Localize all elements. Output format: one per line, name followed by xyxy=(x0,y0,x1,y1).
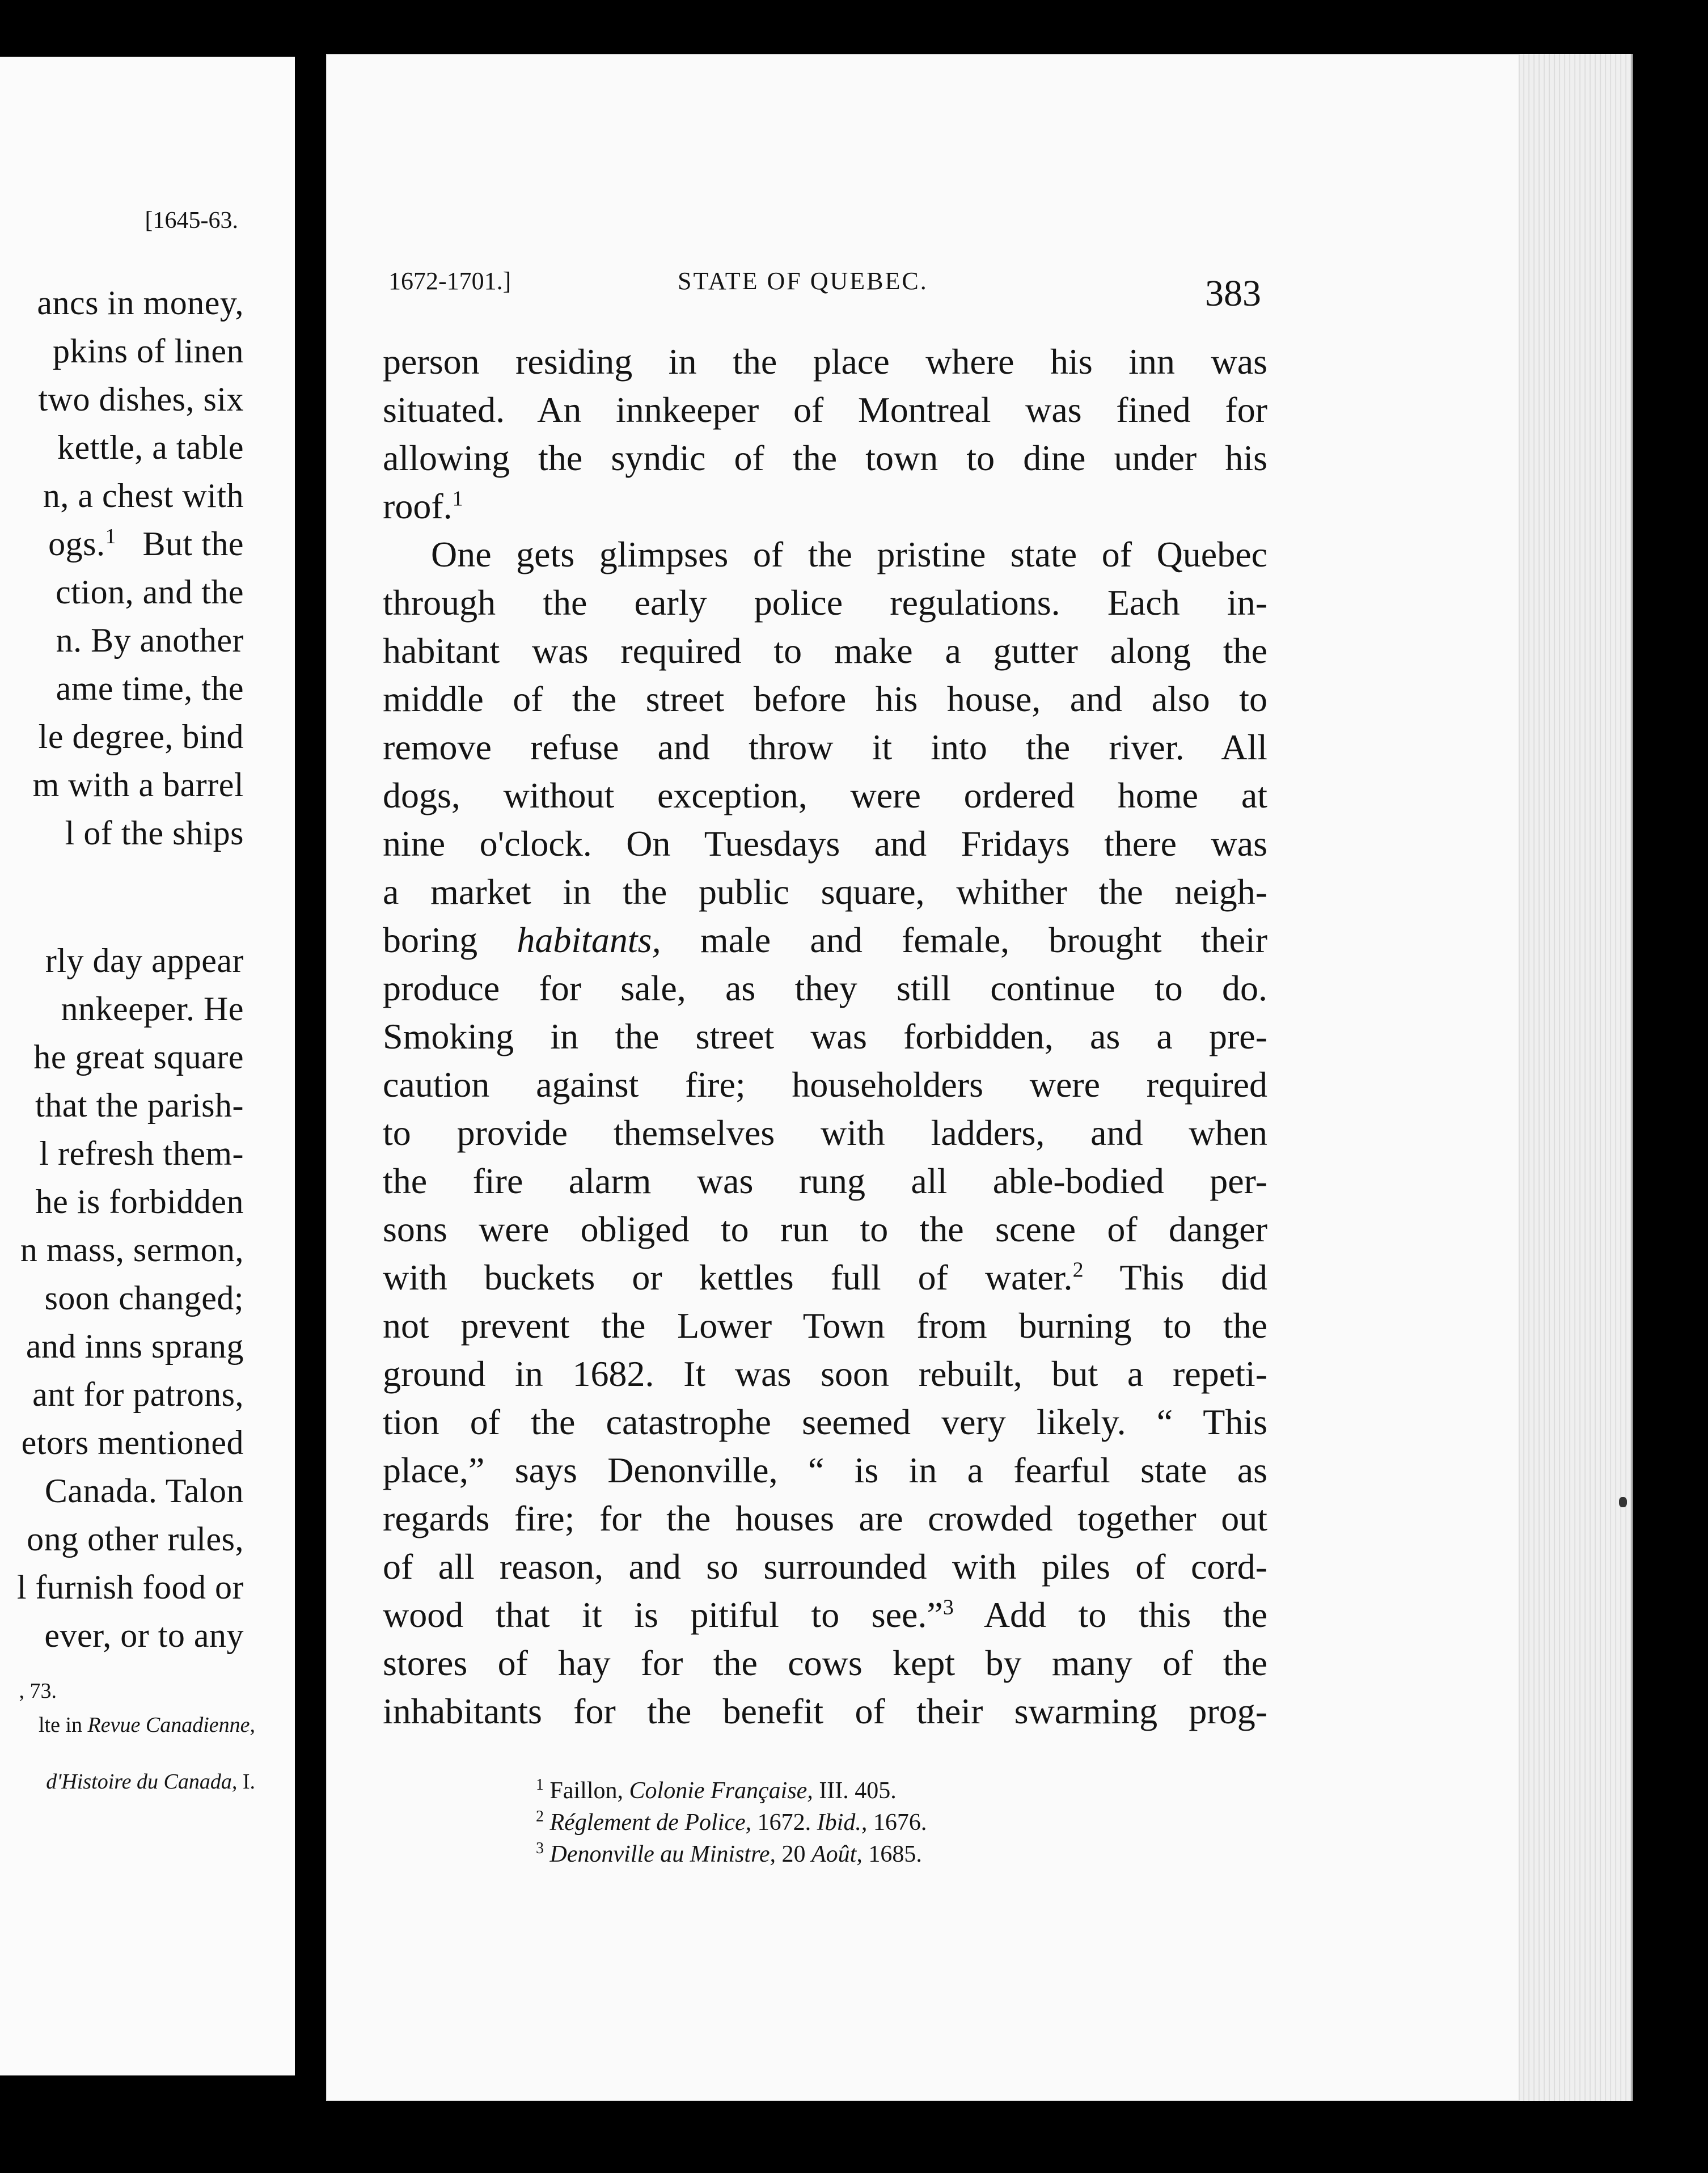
footnote-text: 1685. xyxy=(862,1841,922,1867)
left-footnote xyxy=(46,1769,255,1794)
main-page xyxy=(326,54,1520,2101)
left-footnote-text: lte in xyxy=(39,1713,88,1737)
text-line: person residing in the place where his inn was xyxy=(383,341,1267,382)
text-line xyxy=(383,482,1267,530)
text-span: Add to this the xyxy=(953,1595,1268,1635)
text-line: sons were obliged to run to the scene of danger xyxy=(383,1209,1267,1249)
footnote-1 xyxy=(536,1775,1330,1807)
text-line: produce for sale, as they still continue to do. xyxy=(383,968,1267,1008)
footnote-text: Faillon, xyxy=(544,1778,629,1804)
left-line: ever, or to any xyxy=(44,1617,244,1654)
page-edges xyxy=(1520,54,1633,2101)
left-line: l refresh them- xyxy=(39,1135,244,1172)
scan-speck xyxy=(1619,1497,1627,1507)
text-line: tion of the catastrophe seemed very likely. “ This xyxy=(383,1402,1267,1442)
left-footnote: , 73. xyxy=(19,1679,57,1703)
left-footnote xyxy=(39,1713,255,1737)
text-line: a market in the public square, whither the neigh- xyxy=(383,872,1267,912)
left-footnote-italic: d'Histoire du Canada, xyxy=(46,1770,243,1794)
page-title: STATE OF QUEBEC. xyxy=(678,267,928,295)
left-line: nnkeeper. He xyxy=(61,990,244,1028)
left-line: le degree, bind xyxy=(38,718,244,755)
left-line: l furnish food or xyxy=(16,1569,244,1606)
left-line: and inns sprang xyxy=(26,1328,244,1365)
footnote-text: III. 405. xyxy=(813,1778,897,1804)
footnote-3 xyxy=(536,1838,1330,1870)
book-gutter xyxy=(295,51,323,2092)
text-line: to provide themselves with ladders, and when xyxy=(383,1113,1267,1153)
text-line xyxy=(383,1591,1267,1639)
text-line: stores of hay for the cows kept by many of the xyxy=(383,1643,1267,1683)
text-span: This did xyxy=(1083,1257,1268,1297)
footnote-text: 1676. xyxy=(867,1810,927,1836)
left-footnote-text: I. xyxy=(242,1770,255,1794)
text-line: the fire alarm was rung all able-bodied per- xyxy=(383,1161,1267,1201)
footnote-number: 2 xyxy=(536,1808,544,1825)
text-line: allowing the syndic of the town to dine under his xyxy=(383,438,1267,478)
left-facing-page xyxy=(0,57,295,2075)
text-line: habitant was required to make a gutter along the xyxy=(383,631,1267,671)
footnote-2 xyxy=(536,1807,1330,1838)
left-line: ame time, the xyxy=(56,670,244,707)
left-line: ogs. xyxy=(48,525,105,563)
left-line: he is forbidden xyxy=(35,1183,244,1220)
left-line: But the xyxy=(142,525,244,563)
footnote-text: 1672. xyxy=(751,1810,817,1836)
body-text xyxy=(383,337,1267,1735)
text-line: through the early police regulations. Each in- xyxy=(383,582,1267,623)
text-line: caution against fire; householders were required xyxy=(383,1064,1267,1105)
left-line: ong other rules, xyxy=(27,1520,244,1558)
left-running-head: [1645-63. xyxy=(145,208,238,234)
text-line: situated. An innkeeper of Montreal was fined for xyxy=(383,390,1267,430)
footnote-italic: Ibid., xyxy=(817,1810,868,1836)
text-span: male and female, brought their xyxy=(661,920,1267,960)
left-line: n mass, sermon, xyxy=(20,1231,244,1269)
italic-term: habitants, xyxy=(517,920,661,960)
left-line: etors mentioned xyxy=(21,1424,244,1461)
text-line: middle of the street before his house, and also to xyxy=(383,679,1267,719)
footnote-text: 20 xyxy=(776,1841,812,1867)
footnote-italic: Denonville au Ministre, xyxy=(549,1841,776,1867)
text-line: regards fire; for the houses are crowded together out xyxy=(383,1498,1267,1538)
text-line: ground in 1682. It was soon rebuilt, but a repeti- xyxy=(383,1354,1267,1394)
left-line: l of the ships xyxy=(65,814,244,852)
text-line xyxy=(383,916,1267,964)
page-number: 383 xyxy=(1205,273,1261,314)
left-footnote-marker: 1 xyxy=(105,525,116,548)
left-footnote-italic: Revue Canadienne, xyxy=(87,1713,255,1737)
left-line: that the parish- xyxy=(35,1086,244,1124)
footnote-marker: 3 xyxy=(942,1595,954,1620)
footnote-italic: Août, xyxy=(811,1841,863,1867)
left-line: ction, and the xyxy=(56,573,244,611)
left-line: pkins of linen xyxy=(53,332,244,370)
text-line: Smoking in the street was forbidden, as a pre- xyxy=(383,1016,1267,1056)
text-span: roof. xyxy=(383,486,453,526)
left-line: m with a barrel xyxy=(32,766,244,804)
left-line: Canada. Talon xyxy=(44,1472,244,1510)
footnote-number: 3 xyxy=(536,1840,544,1857)
left-line: two dishes, six xyxy=(38,381,244,418)
left-line: soon changed; xyxy=(44,1279,244,1317)
left-line: ant for patrons, xyxy=(32,1376,244,1413)
left-line: kettle, a table xyxy=(57,429,244,466)
text-span: wood that it is pitiful to see.” xyxy=(383,1595,943,1635)
left-line: n. By another xyxy=(56,622,244,659)
footnotes xyxy=(536,1775,1330,1870)
left-line: n, a chest with xyxy=(43,477,244,514)
text-line: of all reason, and so surrounded with piles of cord- xyxy=(383,1546,1267,1587)
text-line: nine o'clock. On Tuesdays and Fridays there was xyxy=(383,823,1267,864)
left-line-split xyxy=(48,525,244,564)
date-range: 1672-1701.] xyxy=(388,267,511,295)
text-line: inhabitants for the benefit of their swarming prog- xyxy=(383,1691,1267,1731)
footnote-marker: 2 xyxy=(1072,1258,1084,1282)
text-line: dogs, without exception, were ordered home at xyxy=(383,775,1267,815)
left-line: rly day appear xyxy=(45,942,244,979)
text-span: boring xyxy=(383,920,517,960)
text-line: place,” says Denonville, “ is in a fearful state as xyxy=(383,1450,1267,1490)
text-span: with buckets or kettles full of water. xyxy=(383,1257,1073,1297)
footnote-italic: Colonie Française, xyxy=(629,1778,813,1804)
left-line: ancs in money, xyxy=(37,284,244,322)
text-line: One gets glimpses of the pristine state of Quebec xyxy=(431,534,1267,574)
footnote-marker: 1 xyxy=(452,487,463,511)
text-line: remove refuse and throw it into the river. All xyxy=(383,727,1267,767)
footnote-italic: Réglement de Police, xyxy=(549,1810,752,1836)
left-line: he great square xyxy=(33,1038,244,1076)
text-line: not prevent the Lower Town from burning to the xyxy=(383,1305,1267,1346)
text-line xyxy=(383,1253,1267,1301)
footnote-number: 1 xyxy=(536,1776,544,1794)
running-header xyxy=(326,193,1520,314)
